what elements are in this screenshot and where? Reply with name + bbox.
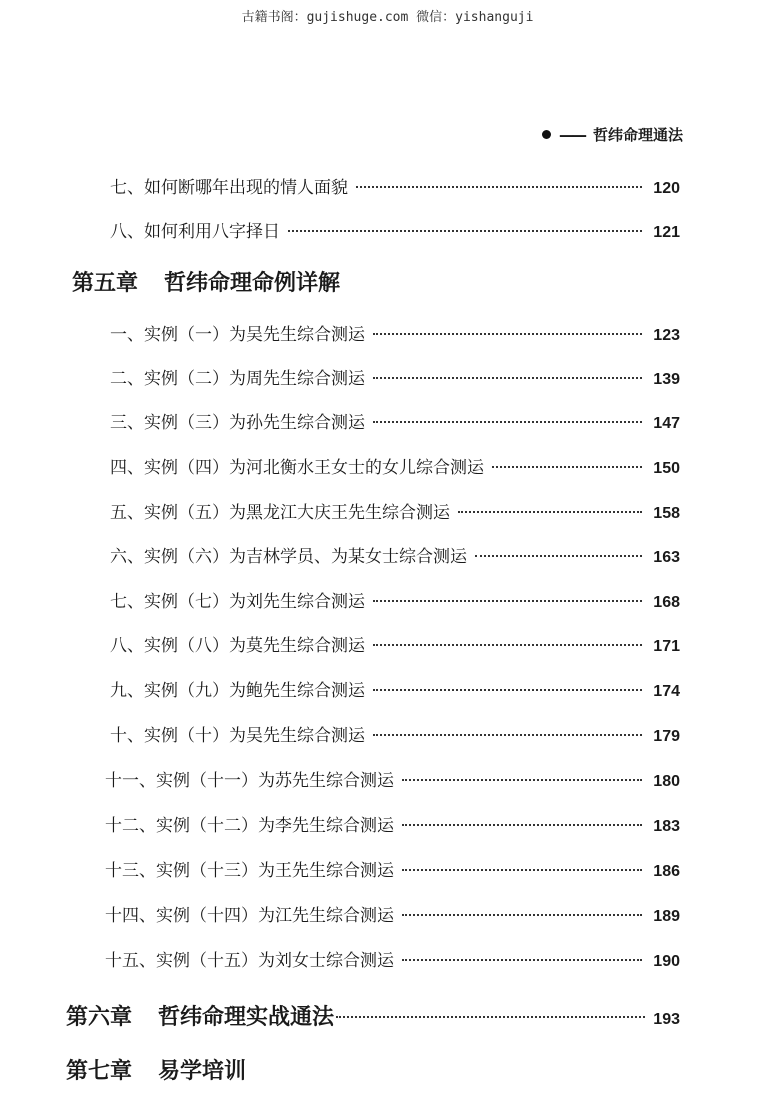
- toc-entry-label: 十一、实例（十一）为苏先生综合测运: [105, 771, 394, 791]
- toc-entry[interactable]: [105, 859, 680, 883]
- toc-entry[interactable]: [105, 904, 680, 928]
- chapter-heading[interactable]: [66, 1056, 246, 1088]
- toc-entry-label: 十二、实例（十二）为李先生综合测运: [105, 816, 394, 836]
- toc-entry-label: 三、实例（三）为孙先生综合测运: [110, 413, 365, 433]
- leader-dots: [373, 377, 642, 379]
- chapter-heading[interactable]: [66, 1002, 680, 1034]
- toc-entry-label: 七、如何断哪年出现的情人面貌: [110, 178, 348, 198]
- leader-dots: [373, 421, 642, 423]
- toc-entry-page: 179: [653, 728, 680, 745]
- leader-dots: [458, 511, 642, 513]
- toc-entry-page: 168: [653, 594, 680, 611]
- toc-entry-label: 七、实例（七）为刘先生综合测运: [110, 592, 365, 612]
- leader-dots: [373, 734, 642, 736]
- chapter-title: 哲纬命理命例详解: [164, 271, 341, 296]
- leader-dots: [492, 466, 642, 468]
- toc-entry[interactable]: [110, 724, 680, 748]
- toc-entry-label: 八、如何利用八字择日: [110, 222, 280, 242]
- chapter-title: 易学培训: [158, 1059, 247, 1084]
- leader-dots: [373, 644, 642, 646]
- toc-entry-label: 二、实例（二）为周先生综合测运: [110, 369, 365, 389]
- toc-entry-page: 120: [653, 180, 680, 197]
- leader-dots: [356, 186, 642, 188]
- toc-entry-label: 十四、实例（十四）为江先生综合测运: [105, 906, 394, 926]
- toc-entry[interactable]: [105, 949, 680, 973]
- chapter-number: 第五章: [72, 271, 139, 296]
- toc-entry-page: 189: [653, 908, 680, 925]
- chapter-page: 193: [653, 1011, 680, 1028]
- chapter-title: 哲纬命理实战通法: [158, 1005, 335, 1030]
- running-head-title: 哲纬命理通法: [592, 126, 683, 144]
- chapter-heading[interactable]: [72, 268, 340, 300]
- toc-entry-label: 一、实例（一）为吴先生综合测运: [110, 325, 365, 345]
- leader-dots: [402, 824, 642, 826]
- toc-entry-page: 163: [653, 549, 680, 566]
- leader-dots: [402, 869, 642, 871]
- leader-dots: [288, 230, 642, 232]
- toc-entry-page: 183: [653, 818, 680, 835]
- toc-entry-page: 147: [653, 415, 680, 432]
- bullet-icon: [542, 130, 551, 139]
- toc-entry[interactable]: [110, 590, 680, 614]
- toc-entry-label: 十、实例（十）为吴先生综合测运: [110, 726, 365, 746]
- toc-entry-page: 174: [653, 683, 680, 700]
- toc-entry[interactable]: [110, 501, 680, 525]
- toc-entry[interactable]: [110, 634, 680, 658]
- toc-entry-label: 八、实例（八）为莫先生综合测运: [110, 636, 365, 656]
- leader-dots: [402, 959, 642, 961]
- leader-dots: [373, 333, 642, 335]
- leader-dots: [475, 555, 642, 557]
- toc-entry-label: 九、实例（九）为鲍先生综合测运: [110, 681, 365, 701]
- toc-entry-page: 190: [653, 953, 680, 970]
- toc-entry-label: 十三、实例（十三）为王先生综合测运: [105, 861, 394, 881]
- toc-entry-page: 180: [653, 773, 680, 790]
- leader-dots: [336, 1016, 645, 1018]
- toc-entry[interactable]: [110, 176, 680, 200]
- toc-entry-page: 123: [653, 327, 680, 344]
- toc-entry-page: 186: [653, 863, 680, 880]
- toc-entry[interactable]: [110, 456, 680, 480]
- dash-icon: ——: [558, 125, 585, 144]
- toc-entry-label: 六、实例（六）为吉林学员、为某女士综合测运: [110, 547, 467, 567]
- toc-entry-label: 四、实例（四）为河北衡水王女士的女儿综合测运: [110, 458, 484, 478]
- toc-entry[interactable]: [105, 814, 680, 838]
- toc-entry[interactable]: [110, 411, 680, 435]
- toc-entry[interactable]: [105, 769, 680, 793]
- watermark: 古籍书阁：gujishuge.com 微信：yishanguji: [241, 10, 534, 25]
- chapter-number: 第七章: [66, 1059, 133, 1084]
- toc-entry-page: 139: [653, 371, 680, 388]
- chapter-number: 第六章: [66, 1005, 133, 1030]
- toc-entry-page: 158: [653, 505, 680, 522]
- leader-dots: [402, 914, 642, 916]
- toc-entry-label: 十五、实例（十五）为刘女士综合测运: [105, 951, 394, 971]
- toc-entry[interactable]: [110, 545, 680, 569]
- toc-entry-page: 171: [653, 638, 680, 655]
- leader-dots: [373, 600, 642, 602]
- toc-entry-page: 121: [653, 224, 680, 241]
- leader-dots: [373, 689, 642, 691]
- toc-entry[interactable]: [110, 323, 680, 347]
- running-head: [542, 124, 683, 145]
- leader-dots: [402, 779, 642, 781]
- toc-entry[interactable]: [110, 367, 680, 391]
- toc-entry-page: 150: [653, 460, 680, 477]
- toc-entry[interactable]: [110, 220, 680, 244]
- toc-entry-label: 五、实例（五）为黑龙江大庆王先生综合测运: [110, 503, 450, 523]
- toc-entry[interactable]: [110, 679, 680, 703]
